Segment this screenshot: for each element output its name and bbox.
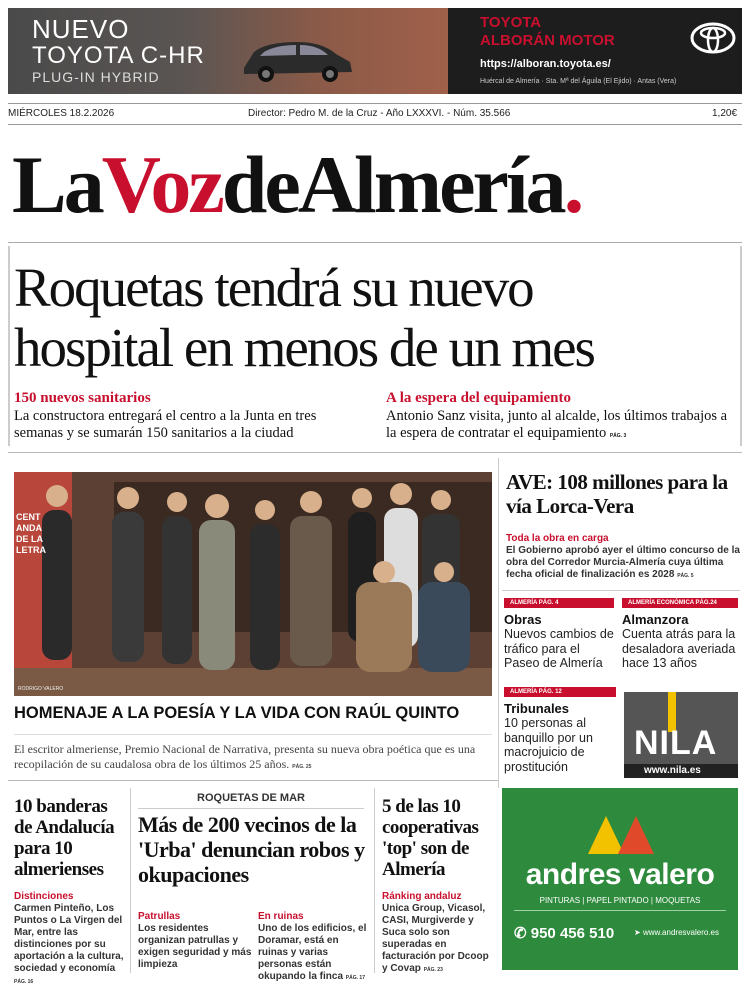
- photo-credit: RODRIGO VALERO: [18, 686, 64, 692]
- nila-ad[interactable]: [624, 692, 738, 778]
- banderas-title[interactable]: 10 banderas de Andalucía para 10 almerienses: [14, 796, 115, 880]
- photo-caption[interactable]: HOMENAJE A LA POESÍA Y LA VIDA CON RAÚL QUINTO: [14, 704, 460, 722]
- photo-text: [14, 742, 492, 775]
- issue-price: 1,20€: [712, 108, 738, 119]
- box-tribunales-text: 10 personas al banquillo por un macrojuicio de prostitución: [504, 716, 593, 774]
- masthead-logo: [12, 139, 582, 230]
- roquetas-text2: [258, 923, 368, 984]
- bottom-rule: [8, 780, 498, 781]
- roquetas-text1: Los residentes organizan patrullas y exigen seguridad y más limpieza: [138, 923, 252, 970]
- ad-model-line1: NUEVO: [32, 14, 130, 44]
- andres-divider: [514, 910, 726, 911]
- photo-raul-quinto[interactable]: [14, 472, 492, 696]
- cooperativas-title[interactable]: 5 de las 10 cooperativas 'top' son de Almería: [382, 796, 479, 880]
- box-obras[interactable]: [504, 598, 614, 671]
- issue-date: MIÉRCOLES 18.2.2026: [8, 108, 115, 119]
- masthead-dot: .: [563, 139, 582, 230]
- roquetas-kicker1: Patrullas: [138, 911, 181, 922]
- right-subtext-body: Antonio Sanz visita, junto al alcalde, los últimos trabajos a la espera de contratar el equipamiento: [386, 408, 728, 441]
- toyota-banner-ad[interactable]: [8, 8, 742, 94]
- frame-left: [8, 246, 10, 446]
- masthead-part2: Voz: [101, 139, 222, 230]
- box-almanzora-title: Almanzora: [622, 612, 689, 627]
- andres-url-text: www.andresvalero.es: [642, 928, 719, 937]
- andres-phone-number: 950 456 510: [530, 925, 615, 942]
- section-rule: [8, 452, 742, 453]
- ad-address: Huércal de Almería · Sta. Mª del Águila (El Ejido) · Antas (Vera): [480, 78, 677, 85]
- masthead-part3: de: [221, 139, 298, 230]
- ave-text-body: El Gobierno aprobó ayer el último concurso de la obra del Corredor Murcia-Almería cuya última fecha oficial de finalización es 2028: [506, 545, 740, 580]
- car-icon: [236, 30, 356, 84]
- andres-services: PINTURAS | PAPEL PINTADO | MOQUETAS: [539, 896, 701, 905]
- andres-phone: [514, 924, 614, 942]
- bottom-divider-1: [130, 788, 131, 973]
- ave-text: [506, 545, 742, 582]
- ad-brand-line1: TOYOTA: [480, 14, 542, 31]
- andres-valero-ad[interactable]: [502, 788, 738, 970]
- cooperativas-text-page: PÁG. 23: [423, 967, 443, 973]
- masthead-rule: [8, 242, 742, 243]
- headline-line2: hospital en menos de un mes: [14, 317, 594, 378]
- box-almanzora-tag: ALMERÍA ECONÓMICA PÁG.24: [622, 598, 738, 608]
- ave-title[interactable]: AVE: 108 millones para la vía Lorca-Vera: [506, 470, 728, 518]
- arrow-icon: ➤: [634, 928, 643, 937]
- right-subtext-page: PÁG. 3: [609, 433, 627, 439]
- roquetas-text2-page: PÁG. 17: [345, 975, 365, 981]
- roquetas-section: ROQUETAS DE MAR: [197, 792, 305, 804]
- issue-info: Director: Pedro M. de la Cruz - Año LXXXVI. - Núm. 35.566: [248, 108, 511, 119]
- cooperativas-text: [382, 903, 494, 976]
- banderas-kicker: Distinciones: [14, 891, 74, 902]
- photo-text-page: PÁG. 25: [292, 764, 312, 770]
- box-tribunales-title: Tribunales: [504, 701, 570, 716]
- meta-rule-top: [8, 103, 742, 104]
- ave-kicker: Toda la obra en carga: [506, 533, 609, 544]
- banderas-text-page: PÁG. 16: [14, 979, 34, 985]
- ad-model-line2: TOYOTA C-HR: [32, 42, 205, 69]
- ad-model-line3: PLUG-IN HYBRID: [32, 69, 160, 85]
- ave-text-page: PÁG. 5: [677, 573, 694, 579]
- andres-brand: andres valero: [525, 858, 715, 891]
- left-subtext: La constructora entregará el centro a la Junta en tres semanas y se sumarán 150 sanitarios a la ciudad: [14, 408, 317, 441]
- box-obras-tag: ALMERÍA PÁG. 4: [504, 598, 614, 608]
- box-tribunales-tag: ALMERÍA PÁG. 12: [504, 687, 616, 697]
- banderas-text-body: Carmen Pinteño, Los Puntos o La Virgen del Mar, entre las distinciones por su aportación a la cultura, sociedad y economía: [14, 903, 124, 974]
- ad-brand-line2: ALBORÁN MOTOR: [480, 32, 615, 49]
- right-subhead: A la espera del equipamiento: [386, 390, 572, 406]
- box-tribunales[interactable]: [504, 687, 616, 774]
- main-headline[interactable]: [14, 258, 744, 378]
- photo-wall-text: CENT ANDA DE LA LETRA: [16, 512, 46, 555]
- group-photo-image: [14, 472, 492, 696]
- nila-url: www.nila.es: [644, 765, 701, 776]
- roquetas-text2-body: Uno de los edificios, el Doramar, está en ruinas y varias personas están okupando la finca: [258, 923, 367, 982]
- bottom-divider-2: [374, 788, 375, 973]
- box-almanzora-text: Cuenta atrás para la desaladora averiada hace 13 años: [622, 627, 736, 670]
- box-almanzora[interactable]: [622, 598, 738, 671]
- roquetas-title[interactable]: Más de 200 vecinos de la 'Urba' denuncian robos y okupaciones: [138, 812, 365, 887]
- photo-text-body: El escritor almeriense, Premio Nacional de Narrativa, presenta su nueva obra poética que es una recopilación de su caudalosa obra de los últimos 25 años.: [14, 742, 476, 771]
- ave-rule: [502, 590, 740, 591]
- left-subhead: 150 nuevos sanitarios: [14, 390, 151, 406]
- box-obras-title: Obras: [504, 612, 542, 627]
- headline-line1: Roquetas tendrá su nuevo: [14, 257, 533, 318]
- roquetas-kicker2: En ruinas: [258, 911, 304, 922]
- phone-icon: ✆: [514, 925, 531, 942]
- caption-rule: [14, 734, 492, 735]
- right-subtext: [386, 408, 736, 445]
- toyota-logo-icon: [690, 22, 736, 54]
- column-divider: [498, 458, 499, 788]
- meta-rule-bottom: [8, 124, 742, 125]
- roquetas-rule: [138, 808, 364, 809]
- paint-can-icon: [584, 814, 656, 858]
- cooperativas-text-body: Unica Group, Vicasol, CASI, Murgiverde y Suca solo son superadas en facturación por Dcoop y Covap: [382, 903, 489, 974]
- andres-url: [634, 928, 719, 937]
- nila-brand: NILA: [634, 724, 718, 762]
- box-obras-text: Nuevos cambios de tráfico para el Paseo de Almería: [504, 627, 614, 670]
- ad-url[interactable]: https://alboran.toyota.es/: [480, 58, 611, 70]
- masthead-part4: Almería: [297, 139, 564, 230]
- masthead-part1: La: [12, 139, 102, 230]
- banderas-text: [14, 903, 126, 988]
- cooperativas-kicker: Ránking andaluz: [382, 891, 462, 902]
